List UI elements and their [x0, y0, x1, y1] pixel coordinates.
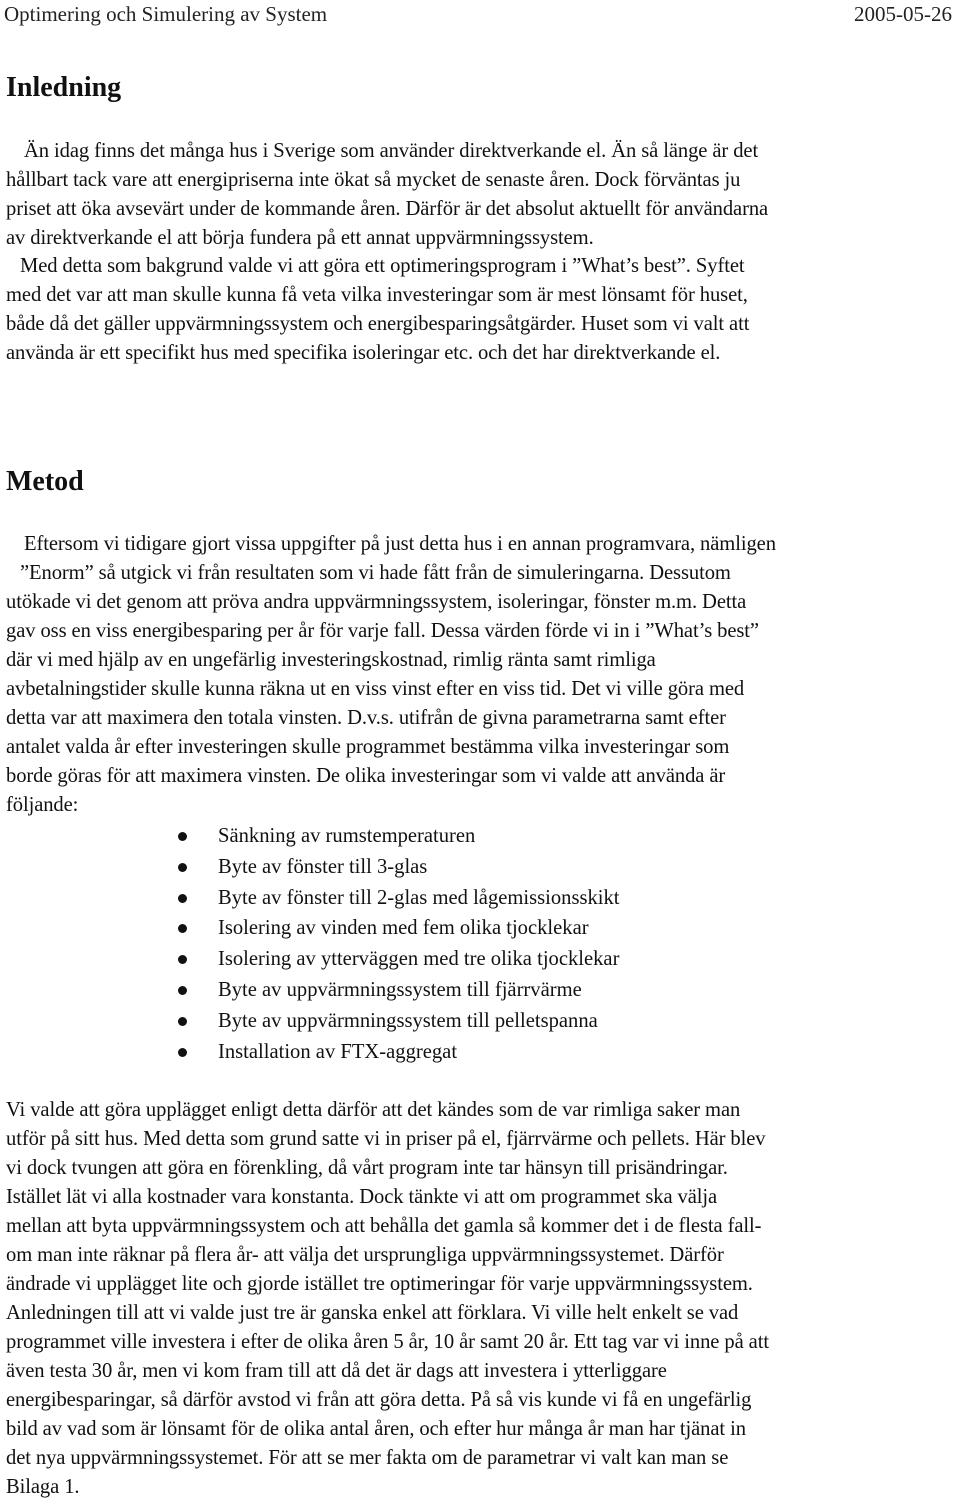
text-line: Än idag finns det många hus i Sverige som använder direktverkande el. Än så länge är det	[24, 140, 759, 162]
text-line: borde göras för att maximera vinsten. De olika investeringar som vi valde att använda är	[6, 765, 726, 787]
bullet-icon	[178, 863, 187, 872]
text-line: utökade vi det genom att pröva andra uppvärmningssystem, isoleringar, fönster m.m. Detta	[6, 591, 747, 613]
list-item	[0, 944, 620, 975]
bullet-icon	[178, 1048, 187, 1057]
text-line: där vi med hjälp av en ungefärlig investeringskostnad, rimlig ränta samt rimliga	[6, 649, 656, 671]
list-item	[0, 821, 620, 852]
metod-paragraph-2	[6, 1096, 954, 1502]
text-line: energibesparingar, så därför avstod vi från att göra detta. På så vis kunde vi få en ungefärlig	[6, 1389, 752, 1411]
list-item-label: Isolering av ytterväggen med tre olika tjocklekar	[218, 948, 620, 971]
text-line: det nya uppvärmningssystemet. För att se mer fakta om de parametrar vi valt kan man se	[6, 1447, 729, 1469]
intro-paragraph-1	[6, 137, 954, 253]
section-heading-metod: Metod	[6, 466, 84, 497]
list-item	[0, 883, 620, 914]
text-line: om man inte räknar på flera år- att välja det ursprungliga uppvärmningssystemet. Därför	[6, 1244, 724, 1266]
text-line: använda är ett specifikt hus med specifika isoleringar etc. och det har direktverkande el.	[6, 342, 721, 364]
text-line: både då det gäller uppvärmningssystem och energibesparingsåtgärder. Huset som vi valt att	[6, 313, 750, 335]
list-item	[0, 913, 620, 944]
bullet-icon	[178, 832, 187, 841]
list-item-label: Byte av uppvärmningssystem till pelletspanna	[218, 1009, 598, 1032]
text-line: avbetalningstider skulle kunna räkna ut en viss vinst efter en viss tid. Det vi ville göra med	[6, 678, 745, 700]
list-item-label: Byte av fönster till 2-glas med lågemissionsskikt	[218, 886, 620, 909]
list-item-label: Byte av fönster till 3-glas	[218, 855, 428, 878]
bullet-icon	[178, 986, 187, 995]
text-line: antalet valda år efter investeringen skulle programmet bestämma vilka investeringar som	[6, 736, 730, 758]
intro-paragraph-2	[6, 252, 954, 368]
text-line: Istället lät vi alla kostnader vara konstanta. Dock tänkte vi att om programmet ska välja	[6, 1186, 718, 1208]
page-header	[4, 0, 952, 30]
text-line: med det var att man skulle kunna få veta vilka investeringar som är mest lönsamt för huset,	[6, 284, 748, 306]
list-item	[0, 1037, 620, 1068]
text-line: detta var att maximera den totala vinsten. D.v.s. utifrån de givna parametrarna samt efter	[6, 707, 726, 729]
bullet-icon	[178, 894, 187, 903]
text-line: ”Enorm” så utgick vi från resultaten som vi hade fått från de simuleringarna. Dessutom	[20, 562, 731, 584]
list-item	[0, 1006, 620, 1037]
text-line: Anledningen till att vi valde just tre är ganska enkel att förklara. Vi ville helt enkelt se vad	[6, 1302, 739, 1324]
metod-paragraph-1	[6, 530, 954, 820]
text-line: följande:	[6, 794, 79, 816]
text-line: bild av vad som är lönsamt för de olika antal åren, och efter hur många år man har tjänat in	[6, 1418, 746, 1440]
text-line: Bilaga 1.	[6, 1476, 80, 1498]
text-line: priset att öka avsevärt under de kommande åren. Därför är det absolut aktuellt för användarna	[6, 198, 769, 220]
text-line: Eftersom vi tidigare gjort vissa uppgifter på just detta hus i en annan programvara, nämligen	[24, 533, 776, 555]
list-item	[0, 975, 620, 1006]
text-line: hållbart tack vare att energipriserna inte ökat så mycket de senaste åren. Dock förväntas ju	[6, 169, 741, 191]
text-line: mellan att byta uppvärmningssystem och att behålla det gamla så kommer det i de flesta fall-	[6, 1215, 762, 1237]
text-line: programmet ville investera i efter de olika åren 5 år, 10 år samt 20 år. Ett tag var vi inne på att	[6, 1331, 769, 1353]
text-line: ändrade vi upplägget lite och gjorde istället tre optimeringar för varje uppvärmningssystem.	[6, 1273, 753, 1295]
list-item-label: Isolering av vinden med fem olika tjocklekar	[218, 917, 589, 940]
bullet-icon	[178, 1017, 187, 1026]
list-item-label: Sänkning av rumstemperaturen	[218, 825, 476, 847]
list-item-label: Byte av uppvärmningssystem till fjärrvärme	[218, 978, 582, 1001]
text-line: även testa 30 år, men vi kom fram till att då det är dags att investera i ytterliggare	[6, 1360, 667, 1382]
investment-list	[0, 821, 620, 1067]
section-heading-inledning: Inledning	[6, 72, 122, 103]
text-line: gav oss en viss energibesparing per år för varje fall. Dessa värden förde vi in i ”What’s best”	[6, 620, 759, 642]
text-line: utför på sitt hus. Med detta som grund satte vi in priser på el, fjärrvärme och pellets. Här blev	[6, 1128, 766, 1150]
list-item	[0, 852, 620, 883]
text-line: Vi valde att göra upplägget enligt detta därför att det kändes som de var rimliga saker man	[6, 1099, 741, 1121]
text-line: Med detta som bakgrund valde vi att göra ett optimeringsprogram i ”What’s best”. Syftet	[20, 255, 745, 277]
text-line: av direktverkande el att börja fundera på ett annat uppvärmningssystem.	[6, 227, 594, 249]
bullet-icon	[178, 955, 187, 964]
bullet-icon	[178, 924, 187, 933]
document-date: 2005-05-26	[854, 2, 952, 26]
list-item-label: Installation av FTX-aggregat	[218, 1040, 458, 1063]
document-title: Optimering och Simulering av System	[4, 2, 328, 26]
text-line: vi dock tvungen att göra en förenkling, då vårt program inte tar hänsyn till prisändringar.	[6, 1157, 728, 1179]
